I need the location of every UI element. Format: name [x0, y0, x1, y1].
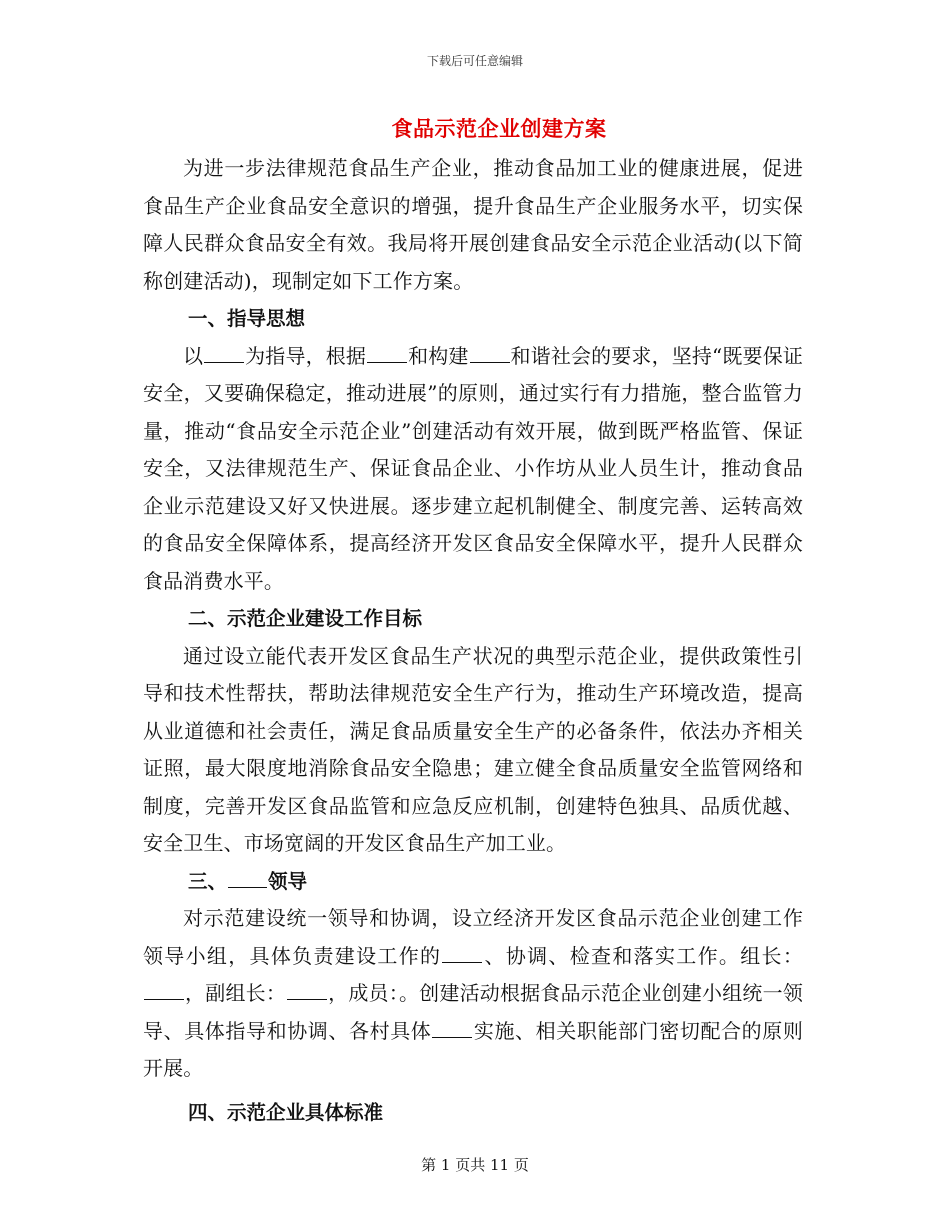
text-run: ，副组长： — [185, 981, 287, 1005]
text-run: 、协调、检查和落实工作。组长： — [483, 943, 803, 968]
page-footer: 第 1 页共 11 页 — [421, 1156, 529, 1174]
section-3-heading — [143, 863, 803, 901]
text-run: 对示范建设统一领导和协调，设立经济开发区食品示范企业创建工作领导小组，具体负责建设工作的 — [143, 906, 803, 968]
text-run: 和构建 — [408, 343, 469, 368]
text-run: 实施、相关职能部门密切配合的原则开展。 — [143, 1018, 803, 1080]
fill-in-blank — [470, 342, 510, 363]
fill-in-blank — [204, 342, 244, 363]
fill-in-blank — [442, 942, 482, 963]
text-run: 和谐社会的要求，坚持“既要保证安全，又要确保稳定，推动进展”的原则，通过实行有力措施，整合监管力量，推动“食品安全示范企业”创建活动有效开展，做到既严格监管、保证安全，又法律规范生产、保证食品企业、小作坊从业人员生计，推动食品企业示范建设又好又快进展。逐步建立起机制健全、制度完善、运转高效的食品安全保障体系，提高经济开发区食品安全保障水平，提升人民群众食品消费水平。 — [143, 343, 803, 593]
fill-in-blank — [144, 979, 184, 1000]
text-run: 以 — [183, 343, 204, 368]
section-2-paragraph: 通过设立能代表开发区食品生产状况的典型示范企业，提供政策性引导和技术性帮扶，帮助法律规范安全生产行为，推动生产环境改造，提高从业道德和社会责任，满足食品质量安全生产的必备条件，依法办齐相关证照，最大限度地消除食品安全隐患；建立健全食品质量安全监管网络和制度，完善开发区食品监管和应急反应机制，创建特色独具、品质优越、安全卫生、市场宽阔的开发区食品生产加工业。 — [143, 643, 803, 855]
fill-in-blank — [367, 342, 407, 363]
heading-run: 三、 — [188, 869, 228, 893]
section-3-paragraph — [143, 900, 803, 1088]
section-4-heading: 四、示范企业具体标准 — [188, 1100, 384, 1124]
document-title: 食品示范企业创建方案 — [391, 116, 607, 141]
fill-in-blank — [287, 979, 327, 1000]
fill-in-blank — [432, 1017, 472, 1038]
section-1-heading: 一、指导思想 — [188, 307, 306, 330]
document-body — [143, 150, 803, 1131]
section-2-heading: 二、示范企业建设工作目标 — [188, 607, 423, 630]
fill-in-blank — [228, 867, 267, 888]
section-1-paragraph — [143, 338, 803, 601]
intro-paragraph: 为进一步法律规范食品生产企业，推动食品加工业的健康进展，促进食品生产企业食品安全意识的增强，提升食品生产企业服务水平，切实保障人民群众食品安全有效。我局将开展创建食品安全示范企业活动(以下简称创建活动)，现制定如下工作方案。 — [143, 156, 803, 293]
text-run: ，成员：。创建活动根据食品示范企业创建小组统一领导、具体指导和协调、各村具体 — [143, 981, 803, 1043]
heading-run: 领导 — [268, 869, 308, 893]
header-note: 下载后可任意编辑 — [426, 54, 523, 68]
text-run: 为指导，根据 — [245, 343, 367, 368]
